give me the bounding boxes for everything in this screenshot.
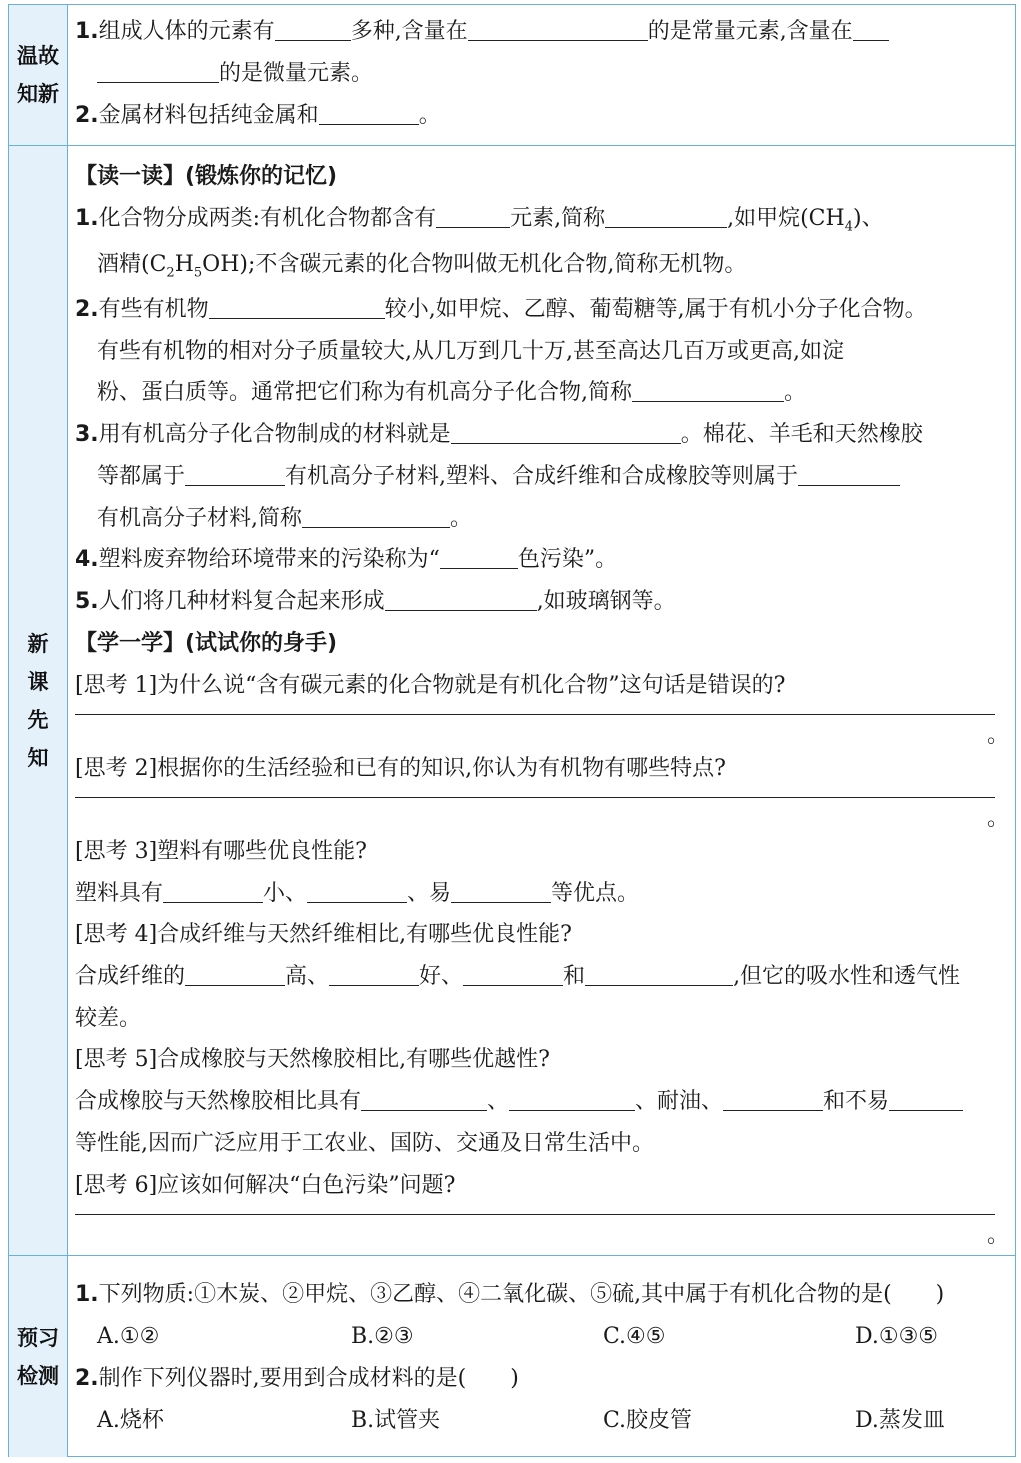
- precheck-q1-option-d[interactable]: D.①③⑤: [855, 1324, 939, 1349]
- think-4: [思考 4]合成纤维与天然纤维相比,有哪些优良性能?: [75, 922, 572, 947]
- precheck-q1-option-c[interactable]: C.④⑤: [603, 1324, 666, 1349]
- blank[interactable]: [585, 963, 733, 986]
- think-4-answer-cont: 较差。: [75, 1006, 142, 1031]
- read-item-2-cont2: 粉、蛋白质等。通常把它们称为有机高分子化合物,简称 。: [97, 380, 807, 405]
- blank[interactable]: [307, 880, 407, 903]
- precheck-section: [9, 1255, 1015, 1457]
- read-item-2: 2.有些有机物 较小,如甲烷、乙醇、葡萄糖等,属于有机小分子化合物。: [75, 297, 927, 322]
- think-5: [思考 5]合成橡胶与天然橡胶相比,有哪些优越性?: [75, 1047, 550, 1072]
- read-item-3-cont2: 有机高分子材料,简称 。: [97, 506, 473, 531]
- read-heading: 【读一读】(锻炼你的记忆): [75, 164, 338, 189]
- review-side-label: 温故 知新: [9, 5, 68, 145]
- think-3-answer: 塑料具有 小、 、易 等优点。: [75, 881, 640, 906]
- blank[interactable]: [451, 880, 551, 903]
- read-item-1: 1.化合物分成两类:有机化合物都含有 元素,简称 ,如甲烷$(CH_4)$、: [75, 206, 884, 235]
- blank[interactable]: [468, 18, 648, 41]
- blank[interactable]: [463, 963, 563, 986]
- answer-line[interactable]: [75, 714, 995, 715]
- think-5-answer: 合成橡胶与天然橡胶相比具有 、 、耐油、 和不易: [75, 1087, 963, 1117]
- blank[interactable]: [853, 18, 889, 41]
- review-q2: 2.金属材料包括纯金属和 。: [75, 103, 441, 128]
- think-1: [思考 1]为什么说“含有碳元素的化合物就是有机化合物”这句话是错误的?: [75, 673, 786, 698]
- blank[interactable]: [605, 205, 727, 228]
- read-item-3-cont: 等都属于 有机高分子材料,塑料、合成纤维和合成橡胶等则属于: [97, 462, 900, 492]
- think-6: [思考 6]应该如何解决“白色污染”问题?: [75, 1173, 456, 1198]
- review-q1-cont: 的是微量元素。: [97, 59, 373, 89]
- new-lesson-section: 新 课 先 知 【读一读】(锻炼你的记忆) 1.化合物分成两类:有机化合物都含有 元素,简称 ,如甲烷$(CH_4)$、 酒精$(C_2H_5OH)$;不含碳元素的化合物叫做无机化合物,简称无机物。 2.有些有机物 较小,如甲烷、乙醇、葡萄糖等,属于有机小分子化合物。 有些有机物的相对分子质量较大,从几万到几十万,甚至高达几百万或更高,如淀 粉、蛋白质等。通常把它们称为有机高分子化合物,简称 。 3.用有机高分子化合物制成的材料就是 。棉花、羊毛和天然橡胶 等都属于 有机高分子材料,塑料、合成纤维和合成橡胶等则属于 有机高分子材料,简称 。 4.塑料废弃物给环境带来的污染称为“ 色污染”。 5.人们将几种材料复合起来形成 ,如玻璃钢等。 【学一学】(试试你的身手) [思考 1]为什么说“含有碳元素的化合物就是有机化合物”这句话是错误的? 。 [思考 2]根据你的生活经验和已有的知识,你认为有机物有哪些特点? 。 [思考 3]塑料有哪些优良性能? 塑料具有 小、 、易 等优点。 [思考 4]合成纤维与天然纤维相比,有哪些优良性能? 合成纤维的 高、 好、 和 ,但它的吸水性和透气性 较差。 [思考 5]合成橡胶与天然橡胶相比,有哪些优越性? 合成橡胶与天然橡胶相比具有 、 、耐油、 和不易 等性能,因而广泛应用于工农业、国防、交通及日常生活中。 [思考 6]应该如何解决“白色污染”问题? 。: [9, 145, 1015, 1256]
- blank[interactable]: [275, 18, 351, 41]
- blank[interactable]: [163, 880, 263, 903]
- think-5-answer-cont: 等性能,因而广泛应用于工农业、国防、交通及日常生活中。: [75, 1131, 654, 1156]
- blank[interactable]: [723, 1088, 823, 1111]
- blank[interactable]: [185, 963, 285, 986]
- think-3: [思考 3]塑料有哪些优良性能?: [75, 839, 367, 864]
- read-item-3: 3.用有机高分子化合物制成的材料就是 。棉花、羊毛和天然橡胶: [75, 422, 923, 447]
- precheck-q1: 1.下列物质:①木炭、②甲烷、③乙醇、④二氧化碳、⑤硫,其中属于有机化合物的是( ): [75, 1282, 945, 1307]
- read-item-2-cont: 有些有机物的相对分子质量较大,从几万到几十万,甚至高达几百万或更高,如淀: [97, 339, 844, 364]
- precheck-q1-option-b[interactable]: B.②③: [351, 1324, 414, 1349]
- blank[interactable]: [509, 1088, 635, 1111]
- blank[interactable]: [209, 296, 385, 319]
- precheck-q2-option-a[interactable]: A.烧杯: [97, 1408, 164, 1433]
- think-4-answer: 合成纤维的 高、 好、 和 ,但它的吸水性和透气性: [75, 964, 961, 989]
- blank[interactable]: [361, 1088, 487, 1111]
- review-section: [9, 5, 1015, 145]
- precheck-q2: 2.制作下列仪器时,要用到合成材料的是( ): [75, 1366, 519, 1391]
- read-item-1-cont: 酒精$(C_2H_5OH)$;不含碳元素的化合物叫做无机化合物,简称无机物。: [97, 252, 747, 281]
- review-q1: 1.组成人体的元素有 多种,含量在 的是常量元素,含量在: [75, 17, 889, 47]
- blank[interactable]: [97, 60, 219, 83]
- answer-line[interactable]: [75, 1214, 995, 1215]
- precheck-q1-option-a[interactable]: A.①②: [97, 1324, 160, 1349]
- blank[interactable]: [302, 505, 450, 528]
- read-item-4: 4.塑料废弃物给环境带来的污染称为“ 色污染”。: [75, 547, 618, 572]
- blank[interactable]: [329, 963, 419, 986]
- new-lesson-side-label: 新 课 先 知: [9, 146, 68, 1256]
- blank[interactable]: [436, 205, 510, 228]
- precheck-side-label: 预习 检测: [9, 1256, 68, 1457]
- precheck-q2-option-c[interactable]: C.胶皮管: [603, 1408, 693, 1433]
- learn-heading: 【学一学】(试试你的身手): [75, 631, 338, 656]
- think-2: [思考 2]根据你的生活经验和已有的知识,你认为有机物有哪些特点?: [75, 756, 726, 781]
- precheck-q2-option-d[interactable]: D.蒸发皿: [855, 1408, 945, 1433]
- blank[interactable]: [889, 1088, 963, 1111]
- blank[interactable]: [385, 588, 537, 611]
- blank[interactable]: [632, 379, 784, 402]
- read-item-5: 5.人们将几种材料复合起来形成 ,如玻璃钢等。: [75, 589, 676, 614]
- blank[interactable]: [451, 421, 681, 444]
- worksheet: [8, 4, 1016, 1457]
- blank[interactable]: [798, 463, 900, 486]
- blank[interactable]: [319, 102, 419, 125]
- precheck-q2-option-b[interactable]: B.试管夹: [351, 1408, 441, 1433]
- blank[interactable]: [185, 463, 285, 486]
- answer-line[interactable]: [75, 797, 995, 798]
- blank[interactable]: [440, 546, 518, 569]
